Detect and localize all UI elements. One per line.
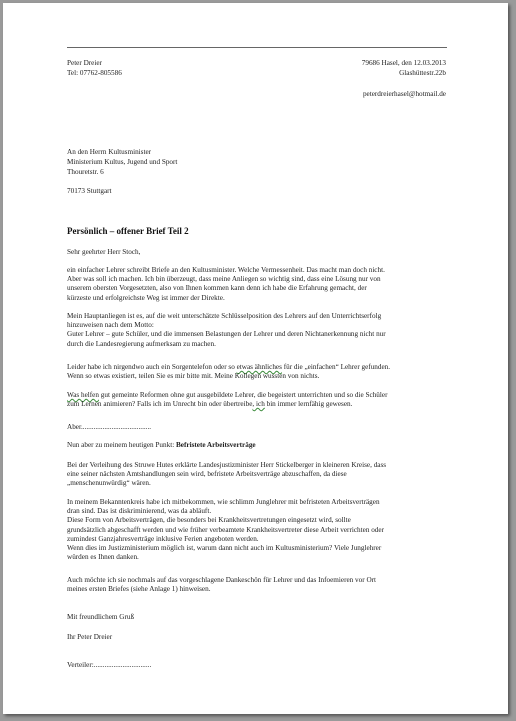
text-line: In meinem Bekanntenkreis habe ich mitbekommen, wie schlimm Junglehrer mit befristeten Arbeitsverträgen bbox=[67, 498, 380, 506]
signature: Ihr Peter Dreier bbox=[67, 633, 113, 641]
text-line: Wenn so etwas existiert, teilen Sie es mir bitte mit. Meine Kollegen wussten von nichts. bbox=[67, 372, 320, 381]
text-line: Bei der Verleihung des Struwe Hutes erklärte Landesjustizminister Herr Stickelberger in kleineren Kreise, dass bbox=[67, 461, 387, 469]
document-page bbox=[3, 3, 508, 714]
text-line bbox=[67, 391, 449, 400]
text-line: würden es Ihnen danken. bbox=[67, 553, 139, 562]
paragraph-2 bbox=[67, 312, 449, 349]
recipient-line3: Thouretstr. 6 bbox=[67, 168, 104, 176]
text-span: Nun aber zu meinem heutigen Punkt: bbox=[67, 441, 176, 449]
paragraph-8 bbox=[67, 576, 449, 594]
text-span: für die „einfachen“ Lehrer gefunden. bbox=[281, 363, 391, 371]
recipient-city: 70173 Stuttgart bbox=[67, 187, 112, 195]
text-line: grundsätzlich abgeschafft werden und wie früher verbeamtete Krankheitsvertreter diese Arbeit verrichten oder bbox=[67, 525, 384, 534]
subject-heading: Persönlich – offener Brief Teil 2 bbox=[67, 226, 189, 236]
text-line: Diese Form von Arbeitsverträgen, die besonders bei Krankheitsvertretungen eingesetzt wird, sollte bbox=[67, 516, 351, 525]
text-line bbox=[67, 363, 449, 372]
sender-email: peterdreierhasel@hotmail.de bbox=[362, 90, 446, 98]
sender-phone: Tel: 07762-805586 bbox=[67, 69, 122, 77]
text-line: hinzuweisen nach dem Motto: bbox=[67, 321, 154, 330]
paragraph-3 bbox=[67, 363, 449, 381]
text-line bbox=[67, 400, 449, 409]
text-line: Guter Lehrer – gute Schüler, und die immensen Belastungen der Lehrer und deren Nichtanerkennung nicht nur bbox=[67, 330, 386, 339]
text-line: zumindest Ganzjahresverträge inklusive Ferien angeboten werden. bbox=[67, 534, 259, 543]
text-line: ein einfacher Lehrer schreibt Briefe an den Kultusminister. Welche Vermessenheit. Das macht man doch nicht. bbox=[67, 266, 385, 274]
text-line: kürzeste und erfolgreichste Weg ist immer der Direkte. bbox=[67, 293, 225, 302]
text-span: gut gemeinte Reformen ohne gut ausgebildete Lehrer, die begeistert unterrichten und so die Schüler bbox=[98, 391, 388, 399]
paragraph-1 bbox=[67, 266, 449, 303]
header-rule bbox=[67, 47, 447, 48]
sender-street: Glashüttestr.22b bbox=[399, 69, 446, 77]
text-line: meines ersten Briefes (siehe Anlage 1) hinweisen. bbox=[67, 585, 211, 594]
text-line: eine seiner nächsten Amtshandlungen sein wird, befristete Arbeitsverträge abzuschaffen, da diese bbox=[67, 470, 347, 479]
recipient-line1: An den Herrn Kultusminister bbox=[67, 148, 152, 156]
topic-line bbox=[67, 441, 256, 450]
text-line: durch die Landesregierung aufmerksam zu machen. bbox=[67, 339, 216, 348]
topic-bold: Befristete Arbeitsverträge bbox=[176, 441, 256, 449]
sender-name: Peter Dreier bbox=[67, 59, 102, 67]
paragraph-4 bbox=[67, 391, 449, 409]
spellcheck-underline: , ich bbox=[252, 400, 265, 409]
text-span: Leider habe ich nirgendwo auch ein Sorgentelefon oder so bbox=[67, 363, 237, 371]
paragraph-6 bbox=[67, 461, 449, 489]
text-line: Auch möchte ich sie nochmals auf das vorgeschlagene Dankeschön für Lehrer und das Infoemieren vor Ort bbox=[67, 576, 377, 584]
recipient-line2: Ministerium Kultus, Jugend und Sport bbox=[67, 158, 178, 166]
spellcheck-underline: Was helfen bbox=[67, 391, 99, 399]
text-span: zum Lernen animieren? Falls ich im Unrecht bin oder übertreibe bbox=[67, 400, 253, 409]
text-line: Wenn dies im Justizministerium möglich ist, warum dann nicht auch im Kultusministerium? Viele Junglehrer bbox=[67, 544, 382, 553]
verteiler-line: Verteiler:................................ bbox=[67, 661, 152, 669]
place-date: 79686 Hasel, den 12.03.2013 bbox=[361, 59, 446, 67]
text-line: unserem obersten Vorgesetzten, also von Ihnen kommen kann denn ich habe die Erfahrung gemacht, der bbox=[67, 284, 367, 293]
paragraph-7 bbox=[67, 498, 449, 562]
aber-line: Aber....................................... bbox=[67, 423, 152, 431]
text-line: Aber was soll ich machen. Ich bin überzeugt, dass meine Anliegen so wichtig sind, dass eine Lösung nur von bbox=[67, 275, 381, 284]
text-line: „menschenunwürdig“ wären. bbox=[67, 479, 151, 488]
spellcheck-underline: etwas ähnliches bbox=[236, 363, 282, 371]
text-span: bin immer lernfähig gewesen. bbox=[264, 400, 353, 409]
closing: Mit freundlichem Gruß bbox=[67, 613, 135, 621]
salutation: Sehr geehrter Herr Stoch, bbox=[67, 248, 141, 256]
text-line: dran sind. Das ist diskriminierend, was da abläuft. bbox=[67, 507, 212, 516]
text-line: Mein Hauptanliegen ist es, auf die weit unterschätzte Schlüsselposition des Lehrers auf den Unterrichtserfolg bbox=[67, 312, 382, 320]
